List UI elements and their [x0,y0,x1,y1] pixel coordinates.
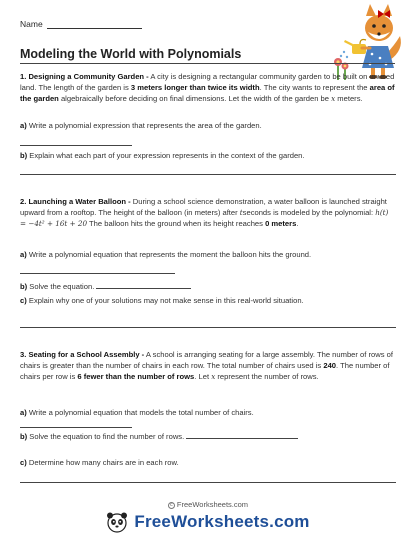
problem-2-heading: 2. Launching a Water Balloon - [20,197,131,206]
problem-2-text: 2. Launching a Water Balloon - During a school science demonstration, a water balloon is launched straight upward from a rooftop. The height of the balloon (in meters) after tseconds is modeled by the polynomial: h(t) = −4t² + 16t + 20 The balloon hits the ground when its height reaches 0 meters. [20,197,389,229]
question-3a: a) Write a polynomial equation that models the total number of chairs. [20,408,254,417]
answer-line-3a[interactable] [20,427,132,428]
title-rule [20,63,395,64]
footer-brand [0,511,416,533]
answer-line-1a[interactable] [20,145,132,146]
answer-line-2c[interactable] [20,327,396,328]
question-2c: c) Explain why one of your solutions may not make sense in this real-world situation. [20,296,304,305]
answer-line-3b[interactable] [186,431,298,439]
worksheet-title: Modeling the World with Polynomials [20,47,242,61]
answer-line-3c[interactable] [20,482,396,483]
question-2b: b) Solve the equation. [20,281,396,292]
copyright-icon: c [168,502,175,509]
name-label: Name [20,19,43,29]
question-3b: b) Solve the equation to find the number of rows. [20,431,396,442]
answer-line-1b[interactable] [20,174,396,175]
question-1a: a) Write a polynomial expression that represents the area of the garden. [20,121,262,130]
problem-3-heading: 3. Seating for a School Assembly - [20,350,145,359]
question-3c: c) Determine how many chairs are in each row. [20,458,179,467]
name-line[interactable] [47,20,142,29]
problem-3-text: 3. Seating for a School Assembly - A school is arranging seating for a large assembly. The number of rows of chairs is greater than the number of chairs in each row. The total number of chairs used is 240. The number of chairs per row is 6 fewer than the number of rows. Let x represent the number of rows. [20,350,393,382]
panda-icon [106,511,128,533]
footer-copyright: c FreeWorksheets.com [0,500,416,509]
name-field[interactable] [20,19,142,29]
brand-name[interactable]: FreeWorksheets.com [134,512,310,531]
question-2a: a) Write a polynomial equation that represents the moment the balloon hits the ground. [20,250,312,259]
fox-watering-can-icon [332,2,404,82]
question-1b: b) Explain what each part of your expression represents in the context of the garden. [20,151,305,160]
answer-line-2b[interactable] [96,281,191,289]
answer-line-2a[interactable] [20,273,175,274]
problem-1-heading: 1. Designing a Community Garden - [20,72,149,81]
problem-1-text: 1. Designing a Community Garden - A city is designing a rectangular community garden to be built on unused land. The length of the garden is 3 meters longer than twice its width. The city wants to represent the area of the garden algebraically before deciding on final dimensions. Let the width of the garden be x meters. [20,72,395,104]
